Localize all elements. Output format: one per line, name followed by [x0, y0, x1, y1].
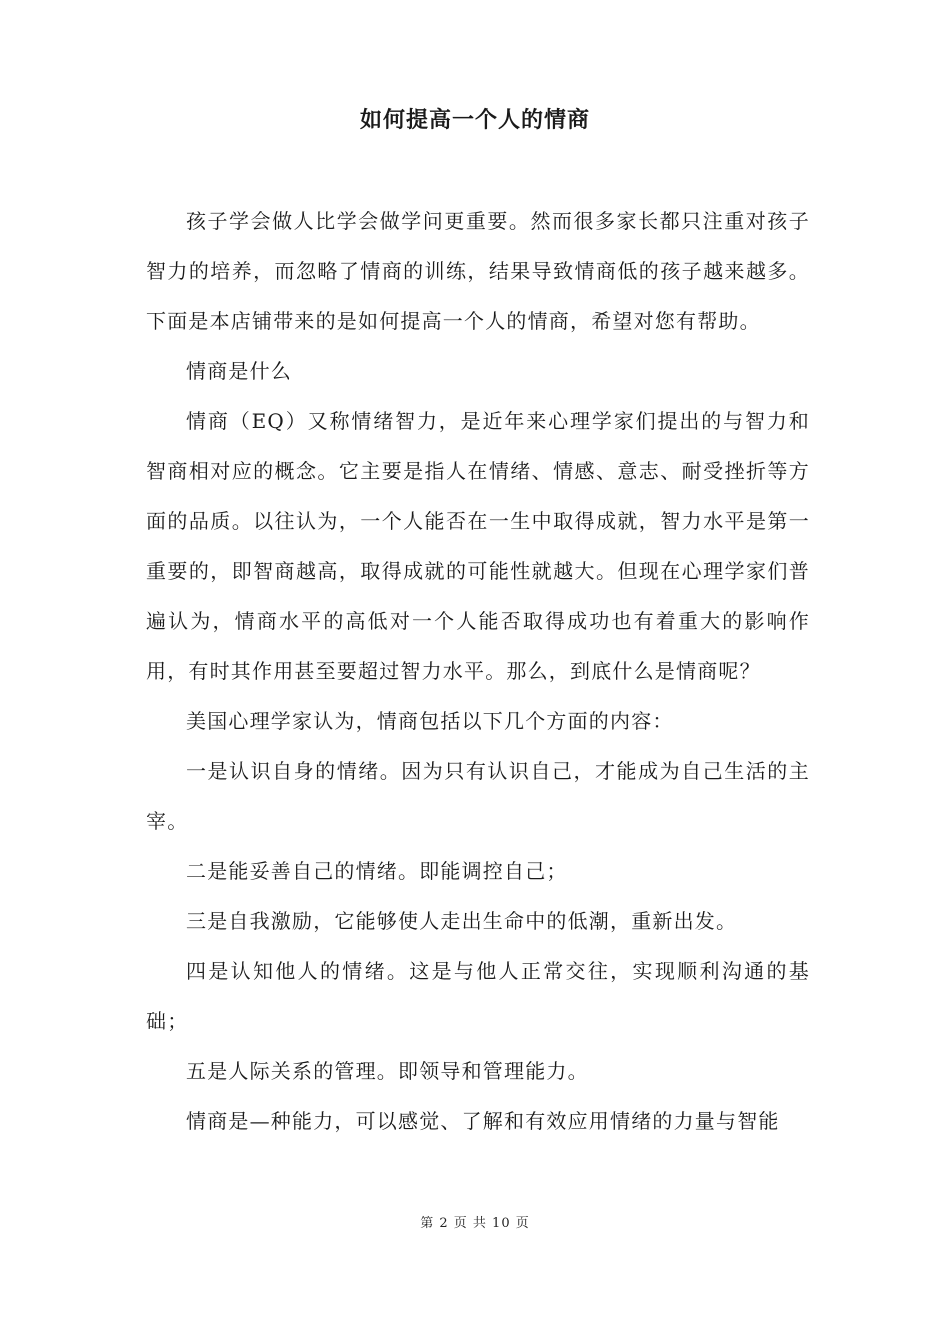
list-item: 一是认识自身的情绪。因为只有认识自己，才能成为自己生活的主宰。 [146, 759, 810, 833]
list-item: 三是自我激励，它能够使人走出生命中的低潮，重新出发。 [186, 909, 738, 933]
document-title: 如何提高一个人的情商 [359, 107, 590, 133]
page-number: 第 2 页 共 10 页 [420, 1216, 530, 1231]
list-item: 五是人际关系的管理。即领导和管理能力。 [186, 1059, 589, 1083]
section-heading: 情商是什么 [186, 359, 292, 383]
paragraph: 美国心理学家认为，情商包括以下几个方面的内容： [186, 709, 674, 733]
list-item: 四是认知他人的情绪。这是与他人正常交往，实现顺利沟通的基础； [146, 959, 810, 1033]
document-body [146, 196, 810, 1146]
list-item: 二是能妥善自己的情绪。即能调控自己； [186, 859, 568, 883]
paragraph: 孩子学会做人比学会做学问更重要。然而很多家长都只注重对孩子智力的培养，而忽略了情商的训练，结果导致情商低的孩子越来越多。下面是本店铺带来的是如何提高一个人的情商，希望对您有帮助。 [146, 209, 810, 333]
paragraph: 情商是—种能力，可以感觉、了解和有效应用情绪的力量与智能 [186, 1109, 780, 1133]
paragraph: 情商（EQ）又称情绪智力，是近年来心理学家们提出的与智力和智商相对应的概念。它主要是指人在情绪、情感、意志、耐受挫折等方面的品质。以往认为，一个人能否在一生中取得成就，智力水平是第一重要的，即智商越高，取得成就的可能性就越大。但现在心理学家们普遍认为，情商水平的高低对一个人能否取得成功也有着重大的影响作用，有时其作用甚至要超过智力水平。那么，到底什么是情商呢？ [146, 409, 810, 683]
